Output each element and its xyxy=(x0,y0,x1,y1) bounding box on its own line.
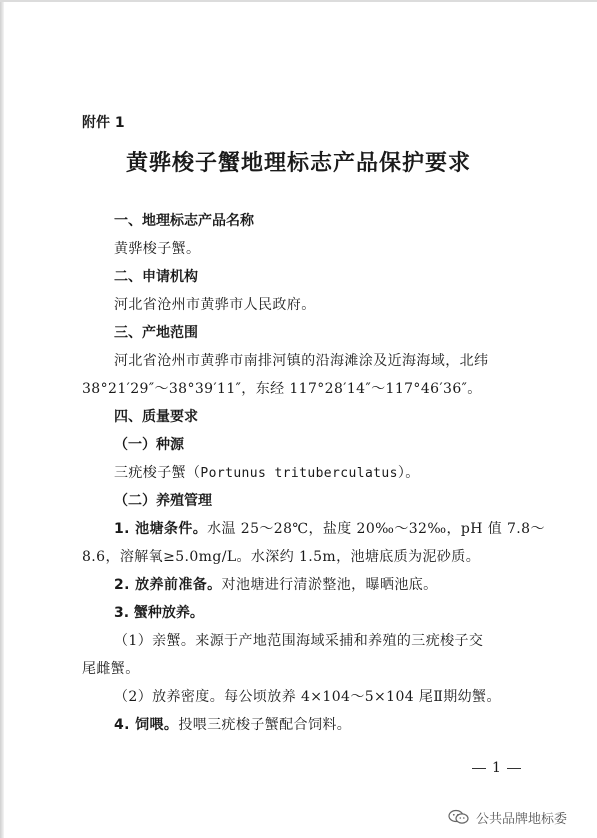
document-title: 黄骅梭子蟹地理标志产品保护要求 xyxy=(125,150,471,176)
dash-left xyxy=(472,768,486,769)
section-3-body-line2: 38°21′29″～38°39′11″，东经 117°28′14″～117°46′36″。 xyxy=(82,381,482,397)
seed-source-suffix: ）。 xyxy=(397,465,420,481)
item-1-heading: 1. 池塘条件。 xyxy=(114,521,208,537)
seed-source-body xyxy=(114,462,420,482)
subsection-farming-management: （二）养殖管理 xyxy=(114,493,212,509)
item-4 xyxy=(114,714,351,734)
section-3-heading: 三、产地范围 xyxy=(114,325,198,341)
section-2-body: 河北省沧州市黄骅市人民政府。 xyxy=(114,297,316,313)
item-4-heading: 4. 饲喂。 xyxy=(114,717,179,733)
item-3a-line2: 尾雌蟹。 xyxy=(82,661,140,677)
latin-name: Portunus trituberculatus xyxy=(200,466,398,481)
watermark xyxy=(448,806,567,828)
item-3a-line1: （1）亲蟹。来源于产地范围海域采捕和养殖的三疣梭子交 xyxy=(114,633,484,649)
item-3-heading: 3. 蟹种放养。 xyxy=(114,605,204,621)
dash-right xyxy=(507,768,521,769)
seed-source-prefix: 三疣梭子蟹（ xyxy=(114,465,201,481)
section-3-body-line1: 河北省沧州市黄骅市南排河镇的沿海滩涂及近海海域，北纬 xyxy=(114,353,489,369)
page-number-value: 1 xyxy=(492,760,501,776)
subsection-seed-source: （一）种源 xyxy=(114,437,184,453)
item-2-heading: 2. 放养前准备。 xyxy=(114,577,222,593)
page-number xyxy=(466,760,527,776)
item-4-text: 投喂三疣梭子蟹配合饲料。 xyxy=(178,717,352,733)
section-1-heading: 一、地理标志产品名称 xyxy=(114,213,254,229)
item-2-text: 对池塘进行清淤整池，曝晒池底。 xyxy=(221,577,438,593)
item-1-line2: 8.6，溶解氧≥5.0mg/L。水深约 1.5m，池塘底质为泥砂质。 xyxy=(82,549,481,565)
attachment-label: 附件 1 xyxy=(82,115,125,131)
wechat-icon xyxy=(448,809,470,825)
page-top-border xyxy=(0,0,597,2)
item-2 xyxy=(114,574,438,594)
item-1-line1 xyxy=(114,518,545,538)
page-edge-shadow xyxy=(0,0,4,838)
item-3b: （2）放养密度。每公顷放养 4×104～5×104 尾Ⅱ期幼蟹。 xyxy=(114,689,501,705)
item-1-text: 水温 25～28℃，盐度 20‰～32‰，pH 值 7.8～ xyxy=(207,521,545,537)
section-4-heading: 四、质量要求 xyxy=(114,409,198,425)
watermark-text: 公共品牌地标委 xyxy=(476,811,568,827)
section-2-heading: 二、申请机构 xyxy=(114,269,198,285)
section-1-body: 黄骅梭子蟹。 xyxy=(114,241,201,257)
